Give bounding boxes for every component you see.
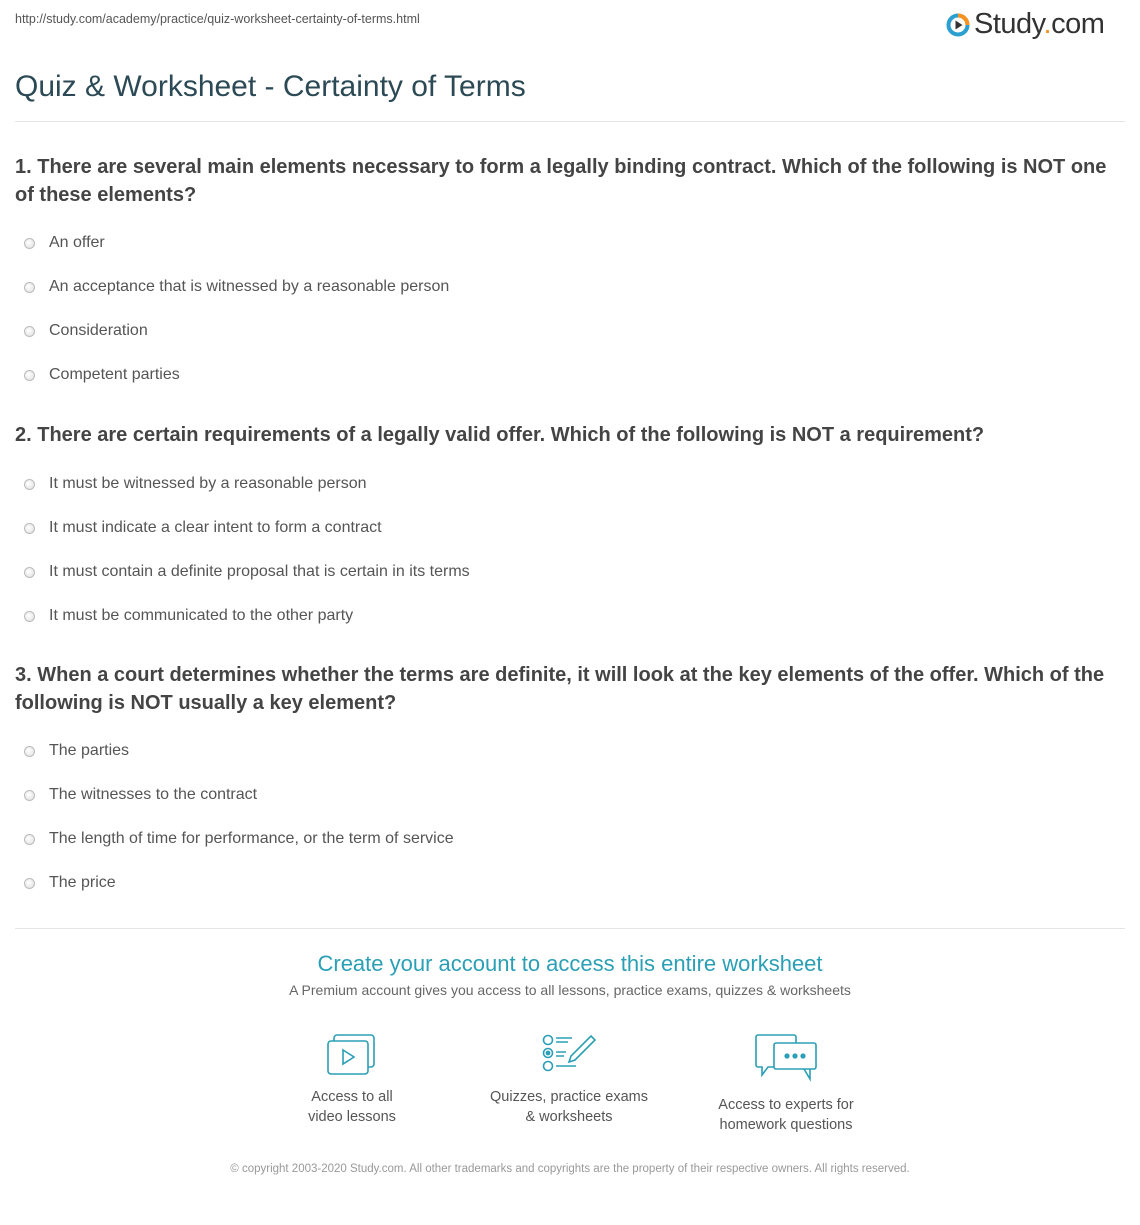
answer-option[interactable] [15,550,1125,594]
feature-line: Access to all [311,1089,393,1105]
cta-title-link[interactable]: Create your account to access this entire worksheet [317,951,823,976]
logo-name: Study [974,8,1044,40]
page-title: Quiz & Worksheet - Certainty of Terms [15,70,526,103]
answer-option[interactable] [15,729,1125,773]
answer-option[interactable] [15,861,1125,905]
feature-quizzes [469,1033,669,1127]
answer-option[interactable] [15,773,1125,817]
radio-button[interactable] [24,523,35,534]
feature-video-lessons [252,1033,452,1127]
option-label: It must indicate a clear intent to form a contract [49,519,382,536]
chat-icon [754,1033,818,1085]
answer-option[interactable] [15,353,1125,397]
radio-button[interactable] [24,746,35,757]
option-label: The length of time for performance, or the term of service [49,830,454,847]
option-label: It must be communicated to the other party [49,607,354,624]
answer-option[interactable] [15,309,1125,353]
question-text: 2. There are certain requirements of a legally valid offer. Which of the following is NOT a requirement? [15,424,985,446]
answer-option[interactable] [15,221,1125,265]
radio-button[interactable] [24,238,35,249]
question-1 [15,153,1125,397]
radio-button[interactable] [24,790,35,801]
radio-button[interactable] [24,611,35,622]
feature-line: video lessons [308,1109,396,1125]
option-label: The witnesses to the contract [49,786,258,803]
logo-dot: . [1043,8,1052,40]
question-2 [15,421,1125,638]
radio-button[interactable] [24,479,35,490]
study-logo[interactable] [946,8,1104,41]
option-label: Consideration [49,322,148,339]
radio-button[interactable] [24,567,35,578]
answer-option[interactable] [15,506,1125,550]
answer-option[interactable] [15,817,1125,861]
feature-line: Quizzes, practice exams [490,1089,648,1105]
option-label: An acceptance that is witnessed by a reasonable person [49,278,450,295]
radio-button[interactable] [24,370,35,381]
page-url: http://study.com/academy/practice/quiz-worksheet-certainty-of-terms.html [15,12,420,26]
option-label: It must contain a definite proposal that is certain in its terms [49,563,470,580]
feature-line: & worksheets [525,1109,613,1125]
option-label: An offer [49,234,105,251]
option-label: The parties [49,742,130,759]
question-3 [15,661,1125,905]
radio-button[interactable] [24,282,35,293]
radio-button[interactable] [24,834,35,845]
divider [15,121,1125,122]
feature-line: Access to experts for [718,1097,854,1113]
answer-option[interactable] [15,462,1125,506]
play-logo-icon [946,13,970,37]
answer-option[interactable] [15,594,1125,638]
divider [15,928,1125,929]
logo-tld: com [1051,8,1105,40]
video-lessons-icon [326,1033,378,1077]
option-label: The price [49,874,116,891]
radio-button[interactable] [24,878,35,889]
option-label: It must be witnessed by a reasonable person [49,475,367,492]
option-label: Competent parties [49,366,180,383]
answer-option[interactable] [15,265,1125,309]
quiz-icon [541,1033,597,1077]
question-text: 3. When a court determines whether the terms are definite, it will look at the key elements of the offer. Which of the following is NOT usually a key element? [15,664,1105,714]
cta-subtitle: A Premium account gives you access to all lessons, practice exams, quizzes & worksheets [289,982,851,998]
feature-line: homework questions [719,1117,853,1133]
feature-experts [686,1033,886,1135]
copyright: © copyright 2003-2020 Study.com. All other trademarks and copyrights are the property of their respective owners. All rights reserved. [230,1163,910,1175]
radio-button[interactable] [24,326,35,337]
question-text: 1. There are several main elements necessary to form a legally binding contract. Which of the following is NOT one of these elements? [15,156,1107,206]
